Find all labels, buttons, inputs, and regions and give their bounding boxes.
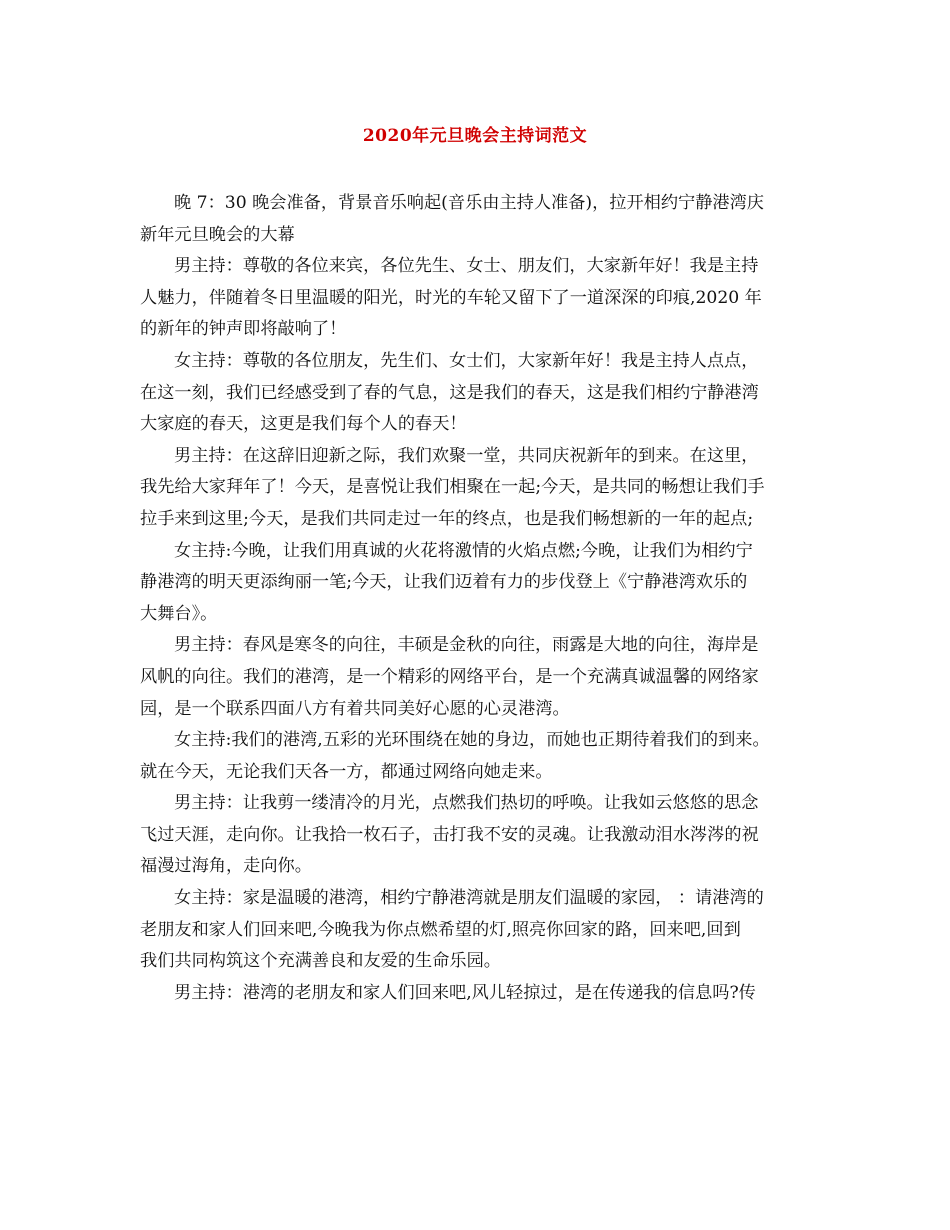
text-line: 大家庭的春天，这更是我们每个人的春天！	[140, 414, 467, 435]
paragraph	[140, 536, 820, 631]
text-line: 晚 7：30 晚会准备，背景音乐响起(音乐由主持人准备)，拉开相约宁静港湾庆	[174, 193, 764, 213]
paragraph	[140, 251, 820, 346]
text-line: 女主持：尊敬的各位朋友，先生们、女士们，大家新年好！我是主持人点点，	[174, 350, 759, 371]
paragraph	[140, 883, 820, 978]
text-line: 女主持:我们的港湾,五彩的光环围绕在她的身边，而她也正期待着我们的到来。	[174, 730, 770, 751]
paragraph	[140, 188, 820, 251]
text-line: 老朋友和家人们回来吧,今晚我为你点燃希望的灯,照亮你回家的路，回来吧,回到	[140, 919, 741, 940]
text-line: 的新年的钟声即将敲响了！	[140, 319, 347, 340]
text-line: 园，是一个联系四面八方有着共同美好心愿的心灵港湾。	[140, 698, 570, 719]
document-body	[140, 188, 820, 1009]
text-line: 女主持:今晚，让我们用真诚的火花将激情的火焰点燃;今晚，让我们为相约宁	[174, 540, 753, 561]
text-line: 男主持：让我剪一缕清冷的月光，点燃我们热切的呼唤。让我如云悠悠的思念	[174, 793, 759, 814]
paragraph	[140, 441, 820, 536]
text-line: 拉手来到这里;今天，是我们共同走过一年的终点，也是我们畅想新的一年的起点;	[140, 508, 754, 529]
paragraph	[140, 725, 820, 788]
text-line: 飞过天涯，走向你。让我拾一枚石子，击打我不安的灵魂。让我激动泪水涔涔的祝	[140, 824, 759, 845]
text-line: 静港湾的明天更添绚丽一笔;今天，让我们迈着有力的步伐登上《宁静港湾欢乐的	[140, 572, 748, 593]
text-line: 风帆的向往。我们的港湾，是一个精彩的网络平台，是一个充满真诚温馨的网络家	[140, 666, 759, 687]
text-line: 男主持：港湾的老朋友和家人们回来吧,风儿轻掠过，是在传递我的信息吗?传	[174, 982, 756, 1003]
paragraph	[140, 346, 820, 441]
paragraph	[140, 978, 820, 1010]
paragraph	[140, 630, 820, 725]
text-line: 我先给大家拜年了！今天，是喜悦让我们相聚在一起;今天，是共同的畅想让我们手	[140, 477, 765, 498]
text-line: 大舞台》。	[140, 603, 218, 624]
document-title: 2020年元旦晚会主持词范文	[362, 126, 588, 146]
text-line: 福漫过海角，走向你。	[140, 856, 312, 877]
text-line: 就在今天，无论我们天各一方，都通过网络向她走来。	[140, 761, 553, 782]
text-line: 女主持：家是温暖的港湾，相约宁静港湾就是朋友们温暖的家园， ：请港湾的	[174, 888, 764, 909]
text-line: 人魅力，伴随着冬日里温暖的阳光，时光的车轮又留下了一道深深的印痕,2020 年	[140, 287, 762, 308]
text-line: 新年元旦晚会的大幕	[140, 224, 295, 245]
text-line: 我们共同构筑这个充满善良和友爱的生命乐园。	[140, 951, 501, 972]
text-line: 男主持：春风是寒冬的向往，丰硕是金秋的向往，雨露是大地的向往，海岸是	[174, 635, 759, 656]
paragraph	[140, 788, 820, 883]
text-line: 男主持：在这辞旧迎新之际，我们欢聚一堂，共同庆祝新年的到来。在这里，	[174, 445, 759, 466]
text-line: 在这一刻，我们已经感受到了春的气息，这是我们的春天，这是我们相约宁静港湾	[140, 382, 759, 403]
text-line: 男主持：尊敬的各位来宾，各位先生、女士、朋友们，大家新年好！我是主持	[174, 256, 759, 277]
